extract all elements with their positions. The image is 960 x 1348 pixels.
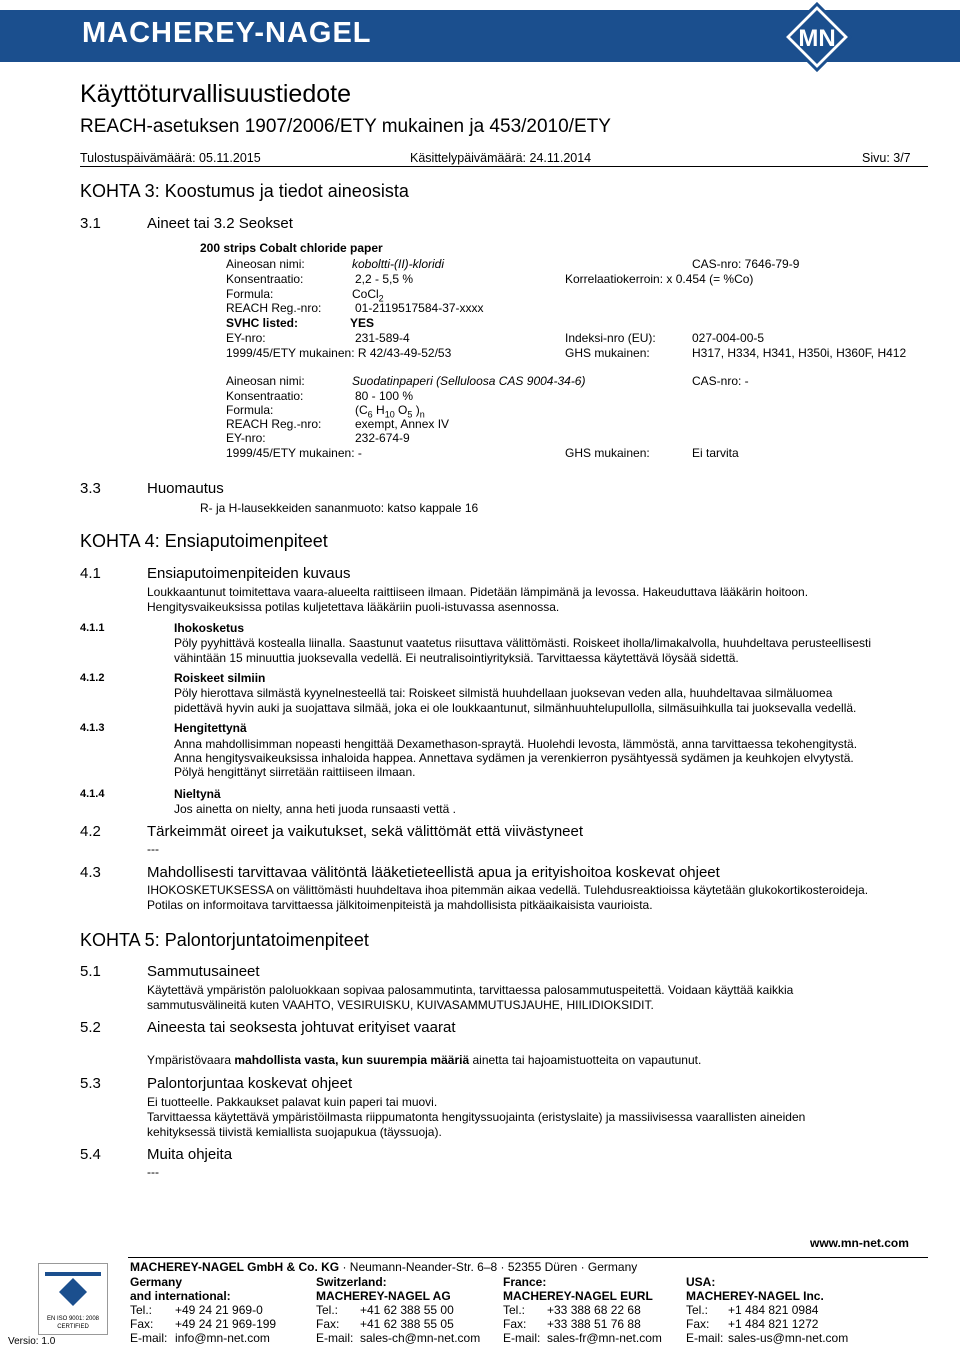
s33-num: 3.3 xyxy=(80,480,101,497)
c1-name: koboltti-(II)-kloridi xyxy=(352,257,445,271)
col3-h1: USA: xyxy=(686,1275,716,1289)
c2-ghs: Ei tarvita xyxy=(692,446,739,460)
col2-h1: France: xyxy=(503,1275,547,1289)
c1-cas: CAS-nro: 7646-79-9 xyxy=(692,257,800,271)
col2-tel: +33 388 68 22 68 xyxy=(547,1303,641,1317)
col0-fax: +49 24 21 969-199 xyxy=(175,1317,277,1331)
print-date: Tulostuspäivämäärä: 05.11.2015 xyxy=(80,151,261,165)
s33-title: Huomautus xyxy=(147,480,224,497)
c2-conc-label: Konsentraatio: xyxy=(226,389,304,403)
s412-line2: pidettävä hyvin auki ja suojattava silmää, joka ei ole loukkaantunut, silmänhuuhtelupullolla, silmäsuihkulla tai juoksevalla vedellä. xyxy=(174,701,857,715)
brand-name: MACHEREY-NAGEL xyxy=(82,17,372,49)
c2-formula-label: Formula: xyxy=(226,403,274,417)
section3-heading: KOHTA 3: Koostumus ja tiedot aineosista xyxy=(80,181,409,201)
s51-line2: sammutusvälineitä kuten VAAHTO, VESIRUISKU, KUIVASAMMUTUSJAUHE, HIILIDIOKSIDIT. xyxy=(147,998,654,1012)
s413-line2: Anna hengitysvaikeuksissa inhaloida happea. Annettava sydämen ja verenkierron pysähtyessä sydämen ja keuhkojen elvytystä. xyxy=(174,751,854,765)
col1-fax: +41 62 388 55 05 xyxy=(360,1317,454,1331)
logo-text: MN xyxy=(798,25,836,52)
s42-title: Tärkeimmät oireet ja vaikutukset, sekä välittömät että viivästyneet xyxy=(147,823,584,840)
header-rule xyxy=(80,166,928,167)
col1-email-label: E-mail: xyxy=(316,1331,354,1345)
c1-index: 027-004-00-5 xyxy=(692,331,765,345)
s411-line2: vähintään 15 minuuttia juoksevalla vedellä. Ei neutralisointiyrityksiä. Tarvittaessa käytettävä löysää sidettä. xyxy=(174,651,739,665)
c2-ey-label: EY-nro: xyxy=(226,431,266,445)
col3-email[interactable]: sales-us@mn-net.com xyxy=(728,1331,849,1345)
col3-email-label: E-mail: xyxy=(686,1331,724,1345)
col0-email-label: E-mail: xyxy=(130,1331,168,1345)
c2-reach-label: REACH Reg.-nro: xyxy=(226,417,322,431)
s411-line1: Pöly pyyhittävä kostealla liinalla. Saastunut vaatetus riisuttava välittömästi. Roiskeet iholla/limakalvolla, huuhdeltava perusteellisesti xyxy=(174,636,872,650)
c2-cas: CAS-nro: - xyxy=(692,374,749,388)
c1-svhc-label: SVHC listed: xyxy=(226,316,299,330)
col2-fax: +33 388 51 76 88 xyxy=(547,1317,641,1331)
c2-ghs-label: GHS mukainen: xyxy=(565,446,650,460)
col1-email[interactable]: sales-ch@mn-net.com xyxy=(360,1331,481,1345)
s43-line1: IHOKOSKETUKSESSA on välittömästi huuhdeltava ihoa pitemmän aikaa vedellä. Tulehdusreaktioissa käytetään glukokortikosteroideja. xyxy=(147,883,869,897)
c2-name-label: Aineosan nimi: xyxy=(226,374,305,388)
mn-logo-icon xyxy=(782,2,852,72)
col1-fax-label: Fax: xyxy=(316,1317,340,1331)
c1-conc: 2,2 - 5,5 % xyxy=(355,272,414,286)
c1-name-label: Aineosan nimi: xyxy=(226,257,305,271)
s43-num: 4.3 xyxy=(80,864,101,881)
s53-line2: Tarvittaessa käytettävä ympäristöilmasta riippumatonta hengityssuojainta (eristyslaite) ja massiivisessa vaarallisten aineiden xyxy=(147,1110,806,1124)
col0-email[interactable]: info@mn-net.com xyxy=(175,1331,270,1345)
s414-num: 4.1.4 xyxy=(80,788,105,800)
col2-h2: MACHEREY-NAGEL EURL xyxy=(503,1289,653,1303)
col0-fax-label: Fax: xyxy=(130,1317,154,1331)
c1-svhc: YES xyxy=(350,316,375,330)
s42-text: --- xyxy=(147,842,159,856)
s43-line2: Potilas on informoitava tarvittaessa jälkitoimenpiteistä ja mahdollisista pitkäaikaisista vaurioista. xyxy=(147,898,653,912)
col2-email[interactable]: sales-fr@mn-net.com xyxy=(547,1331,662,1345)
col2-email-label: E-mail: xyxy=(503,1331,541,1345)
s41-line2: Hengitysvaikeuksissa potilas kuljetettava lääkäriin puoli-istuvassa asennossa. xyxy=(147,600,560,614)
s411-title: Ihokosketus xyxy=(174,621,245,635)
c1-ey: 231-589-4 xyxy=(355,331,410,345)
col1-h2: MACHEREY-NAGEL AG xyxy=(316,1289,451,1303)
col2-fax-label: Fax: xyxy=(503,1317,527,1331)
processing-date: Käsittelypäivämäärä: 24.11.2014 xyxy=(410,151,592,165)
c2-reach: exempt, Annex IV xyxy=(355,417,450,431)
product-name: 200 strips Cobalt chloride paper xyxy=(200,241,383,255)
s41-num: 4.1 xyxy=(80,565,101,582)
s54-title: Muita ohjeita xyxy=(147,1146,233,1163)
col3-fax: +1 484 821 1272 xyxy=(728,1317,819,1331)
s412-title: Roiskeet silmiin xyxy=(174,671,266,685)
c1-index-label: Indeksi-nro (EU): xyxy=(565,331,656,345)
document-subtitle: REACH-asetuksen 1907/2006/ETY mukainen ja 453/2010/ETY xyxy=(80,116,611,137)
c1-reach: 01-2119517584-37-xxxx xyxy=(355,301,484,315)
c1-conc-label: Konsentraatio: xyxy=(226,272,304,286)
s51-title: Sammutusaineet xyxy=(147,963,260,980)
document-title: Käyttöturvallisuustiedote xyxy=(80,80,351,108)
page-number: Sivu: 3/7 xyxy=(862,151,911,165)
s53-num: 5.3 xyxy=(80,1075,101,1092)
s414-line1: Jos ainetta on nielty, anna heti juoda runsaasti vettä . xyxy=(174,802,456,816)
s414-title: Nieltynä xyxy=(174,787,221,801)
section5-heading: KOHTA 5: Palontorjuntatoimenpiteet xyxy=(80,930,369,950)
c2-formula: ($C_6$ $H_{10}$ $O_5$ )$_n$ xyxy=(355,403,425,420)
c1-ghs: H317, H334, H341, H350i, H360F, H412 xyxy=(692,346,907,360)
s413-title: Hengitettynä xyxy=(174,721,247,735)
col0-h2: and international: xyxy=(130,1289,231,1303)
s31-title: Aineet tai 3.2 Seokset xyxy=(147,215,293,232)
col2-tel-label: Tel.: xyxy=(503,1303,526,1317)
col3-fax-label: Fax: xyxy=(686,1317,710,1331)
c2-ey: 232-674-9 xyxy=(355,431,410,445)
s53-line1: Ei tuotteelle. Pakkaukset palavat kuin paperi tai muovi. xyxy=(147,1095,438,1109)
s413-num: 4.1.3 xyxy=(80,722,105,734)
s43-title: Mahdollisesti tarvittavaa välitöntä lääketieteellistä apua ja erityishoitoa koskevat ohjeet xyxy=(147,864,720,881)
col1-tel-label: Tel.: xyxy=(316,1303,339,1317)
c1-corr: Korrelaatiokerroin: x 0.454 (= %Co) xyxy=(565,272,754,286)
s52-num: 5.2 xyxy=(80,1019,101,1036)
c1-ghs-label: GHS mukainen: xyxy=(565,346,650,360)
s412-num: 4.1.2 xyxy=(80,672,105,684)
c1-ey-label: EY-nro: xyxy=(226,331,266,345)
s411-num: 4.1.1 xyxy=(80,622,105,634)
s42-num: 4.2 xyxy=(80,823,101,840)
col0-tel: +49 24 21 969-0 xyxy=(175,1303,263,1317)
c2-conc: 80 - 100 % xyxy=(355,389,414,403)
col3-tel: +1 484 821 0984 xyxy=(728,1303,819,1317)
c1-formula-label: Formula: xyxy=(226,287,274,301)
s52-title: Aineesta tai seoksesta johtuvat erityiset vaarat xyxy=(147,1019,456,1036)
c1-directive: 1999/45/ETY mukainen: R 42/43-49-52/53 xyxy=(226,346,452,360)
c2-directive: 1999/45/ETY mukainen: - xyxy=(226,446,362,460)
s54-num: 5.4 xyxy=(80,1146,101,1163)
footer-web[interactable]: www.mn-net.com xyxy=(810,1236,909,1250)
s33-text: R- ja H-lausekkeiden sananmuoto: katso kappale 16 xyxy=(200,501,479,515)
cert-mn-logo-icon xyxy=(39,1264,107,1310)
s412-line1: Pöly hierottava silmästä kyynelnesteellä tai: Roiskeet silmistä huuhdellaan juoksevan veden alla, huuhdeltavaa silmäluomea xyxy=(174,686,833,700)
s413-line3: Pölyä hengittänyt siirretään raittiiseen ilmaan. xyxy=(174,765,416,779)
version: Versio: 1.0 xyxy=(8,1336,56,1347)
s31-num: 3.1 xyxy=(80,215,101,232)
s53-line3: kehityksessä tiivistä kemiallista suojapukua (täyssuoja). xyxy=(147,1125,442,1139)
col3-h2: MACHEREY-NAGEL Inc. xyxy=(686,1289,824,1303)
header-banner xyxy=(0,0,960,76)
col0-h1: Germany xyxy=(130,1275,183,1289)
col1-h1: Switzerland: xyxy=(316,1275,387,1289)
cert-text: EN ISO 9001: 2008 CERTIFIED xyxy=(46,1316,100,1330)
s41-line1: Loukkaantunut toimitettava vaara-alueelta raittiiseen ilmaan. Pidetään lämpimänä ja levossa. Hakeuduttava lääkärin hoitoon. xyxy=(147,585,809,599)
section4-heading: KOHTA 4: Ensiaputoimenpiteet xyxy=(80,531,328,551)
footer-rule xyxy=(128,1257,928,1258)
s51-line1: Käytettävä ympäristön paloluokkaan sopivaa palosammutinta, tarvittaessa palosammutuspeitettä. Voidaan käyttää kaikkia xyxy=(147,983,794,997)
col3-tel-label: Tel.: xyxy=(686,1303,709,1317)
s53-title: Palontorjuntaa koskevat ohjeet xyxy=(147,1075,353,1092)
s41-title: Ensiaputoimenpiteiden kuvaus xyxy=(147,565,351,582)
s51-num: 5.1 xyxy=(80,963,101,980)
col1-tel: +41 62 388 55 00 xyxy=(360,1303,454,1317)
s54-text: --- xyxy=(147,1165,159,1179)
col0-tel-label: Tel.: xyxy=(130,1303,153,1317)
certificate-badge xyxy=(38,1263,108,1335)
c1-reach-label: REACH Reg.-nro: xyxy=(226,301,322,315)
s52-text: Ympäristövaara mahdollista vasta, kun suurempia määriä ainetta tai hajoamistuotteita on vapautunut. xyxy=(147,1053,702,1067)
c1-formula: CoCl$_2$ xyxy=(352,287,384,304)
c2-name: Suodatinpaperi (Selluloosa CAS 9004-34-6) xyxy=(352,374,586,388)
s413-line1: Anna mahdollisimman nopeasti hengittää Dexamethason-sprаytä. Huolehdi levosta, lämmöstä, anna tarvittaessa tekohengitystä. xyxy=(174,737,858,751)
footer-company-line: MACHEREY-NAGEL GmbH & Co. KG · Neumann-Neander-Str. 6–8 · 52355 Düren · Germany xyxy=(130,1260,638,1274)
